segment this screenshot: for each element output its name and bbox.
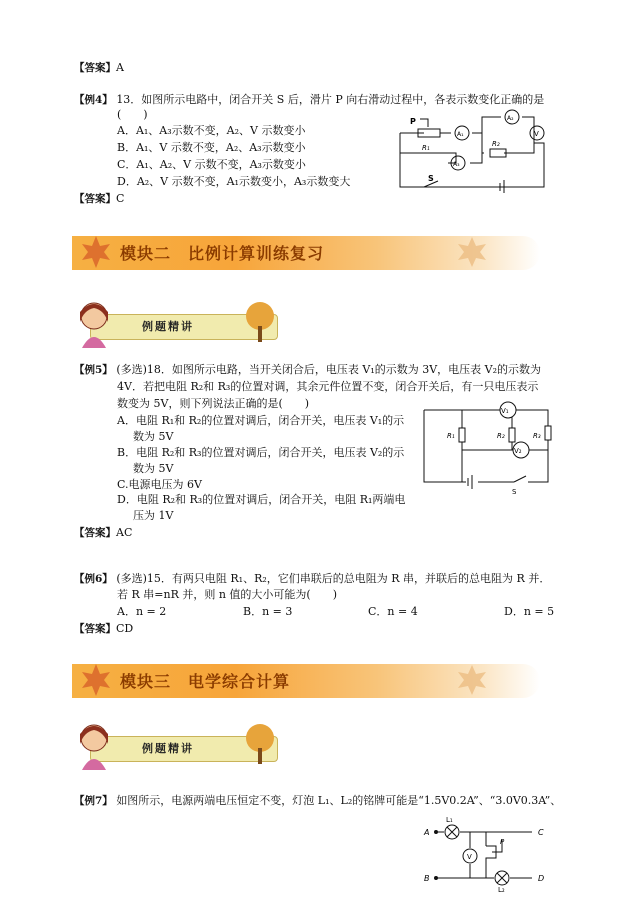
answer-value: C bbox=[116, 192, 125, 205]
option-b-cont: 数为 5V bbox=[133, 462, 174, 475]
maple-leaf-icon bbox=[78, 232, 114, 272]
label-P: P bbox=[500, 838, 505, 846]
example-tag: 【例5】 bbox=[74, 364, 113, 376]
option-c: C．n = 4 bbox=[368, 605, 418, 618]
option-a: A．A₁、A₃示数不变，A₂、V 示数变小 bbox=[117, 124, 306, 137]
label-L1: L₁ bbox=[446, 816, 453, 824]
example-badge bbox=[70, 296, 284, 348]
module-title: 模块二 比例计算训练复习 bbox=[120, 244, 325, 263]
circuit-diagram-ex4 bbox=[396, 105, 552, 193]
answer-row bbox=[74, 622, 133, 636]
label-A3: A₃ bbox=[453, 161, 460, 168]
option-b: B．A₁、V 示数不变，A₂、A₃示数变小 bbox=[117, 141, 306, 154]
teacher-avatar-icon bbox=[70, 718, 120, 770]
label-A2: A₂ bbox=[507, 115, 514, 122]
label-S: S bbox=[428, 174, 434, 183]
example-tag: 【例6】 bbox=[74, 573, 113, 585]
example-badge bbox=[70, 718, 284, 770]
teacher-avatar-icon bbox=[70, 296, 120, 348]
question-text: 4V．若把电阻 R₂和 R₃的位置对调，其余元件位置不变，闭合开关后，有一只电压表示 bbox=[117, 380, 539, 393]
module-banner-3 bbox=[72, 660, 540, 700]
label-L2: L₂ bbox=[498, 886, 505, 894]
label-R2: R₂ bbox=[497, 432, 505, 440]
label-R1: R₁ bbox=[422, 144, 430, 152]
circuit-diagram-ex5 bbox=[416, 400, 556, 498]
answer-row bbox=[74, 192, 124, 206]
option-b: B．n = 3 bbox=[243, 605, 293, 618]
module-title: 模块三 电学综合计算 bbox=[120, 672, 291, 691]
answer-row bbox=[74, 526, 132, 540]
label-V: V bbox=[467, 853, 472, 861]
example-tag: 【例4】 bbox=[74, 94, 113, 106]
example-tag: 【例7】 bbox=[74, 795, 113, 807]
question-text: (多选)15．有两只电阻 R₁、R₂，它们串联后的总电阻为 R 串，并联后的总电阻为 R 并． bbox=[116, 572, 551, 585]
option-c: C.电源电压为 6V bbox=[117, 478, 202, 491]
label-V: V bbox=[534, 130, 539, 138]
question-text: 数变为 5V，则下列说法正确的是( ) bbox=[117, 397, 310, 410]
option-d: D．n = 5 bbox=[504, 605, 555, 618]
option-b: B．电阻 R₂和 R₃的位置对调后，闭合开关，电压表 V₂的示 bbox=[117, 446, 405, 459]
maple-leaf-icon bbox=[452, 234, 492, 270]
label-V1: V₁ bbox=[501, 407, 509, 415]
option-d: D．A₂、V 示数不变，A₁示数变小，A₃示数变大 bbox=[117, 175, 351, 188]
label-B: B bbox=[424, 874, 430, 883]
label-A: A bbox=[424, 828, 430, 837]
label-P: P bbox=[410, 117, 416, 126]
answer-value: A bbox=[116, 61, 124, 74]
module-banner-2 bbox=[72, 232, 540, 272]
label-R2: R₂ bbox=[492, 140, 500, 148]
answer-tag: 【答案】 bbox=[74, 62, 116, 74]
option-a-cont: 数为 5V bbox=[133, 430, 174, 443]
badge-label: 例题精讲 bbox=[142, 320, 194, 333]
label-S: S bbox=[512, 488, 517, 496]
option-d: D．电阻 R₂和 R₃的位置对调后，闭合开关，电阻 R₁两端电 bbox=[117, 493, 406, 506]
label-A1: A₁ bbox=[457, 131, 464, 138]
question-text: 若 R 串=nR 并，则 n 值的大小可能为( ) bbox=[117, 588, 338, 601]
answer-tag: 【答案】 bbox=[74, 193, 116, 205]
badge-label: 例题精讲 bbox=[142, 742, 194, 755]
tree-icon bbox=[238, 720, 282, 768]
question-text: (多选)18．如图所示电路，当开关闭合后，电压表 V₁的示数为 3V，电压表 V₂的示数为 bbox=[116, 363, 542, 376]
question-text: 如图所示，电源两端电压恒定不变，灯泡 L₁、L₂的铭牌可能是“1.5V0.2A”、“3.0V0.3A”、 bbox=[116, 794, 562, 807]
label-D: D bbox=[538, 874, 545, 883]
label-R3: R₃ bbox=[533, 432, 541, 440]
answer-row-top bbox=[74, 61, 124, 75]
tree-icon bbox=[238, 298, 282, 346]
question-blank: ( ) bbox=[117, 108, 148, 121]
label-C: C bbox=[538, 828, 544, 837]
label-R1: R₁ bbox=[447, 432, 455, 440]
answer-value: CD bbox=[116, 622, 134, 635]
answer-tag: 【答案】 bbox=[74, 527, 116, 539]
answer-value: AC bbox=[116, 526, 133, 539]
maple-leaf-icon bbox=[452, 662, 492, 698]
answer-tag: 【答案】 bbox=[74, 623, 116, 635]
option-d-cont: 压为 1V bbox=[133, 509, 174, 522]
option-a: A．n = 2 bbox=[117, 605, 167, 618]
circuit-diagram-ex7 bbox=[422, 812, 552, 894]
option-a: A．电阻 R₁和 R₂的位置对调后，闭合开关，电压表 V₁的示 bbox=[117, 414, 405, 427]
label-V2: V₂ bbox=[514, 447, 522, 455]
question-text: 13．如图所示电路中，闭合开关 S 后，滑片 P 向右滑动过程中，各表示数变化正确的是 bbox=[116, 93, 545, 106]
maple-leaf-icon bbox=[78, 660, 114, 700]
option-c: C．A₁、A₂、V 示数不变，A₃示数变小 bbox=[117, 158, 306, 171]
